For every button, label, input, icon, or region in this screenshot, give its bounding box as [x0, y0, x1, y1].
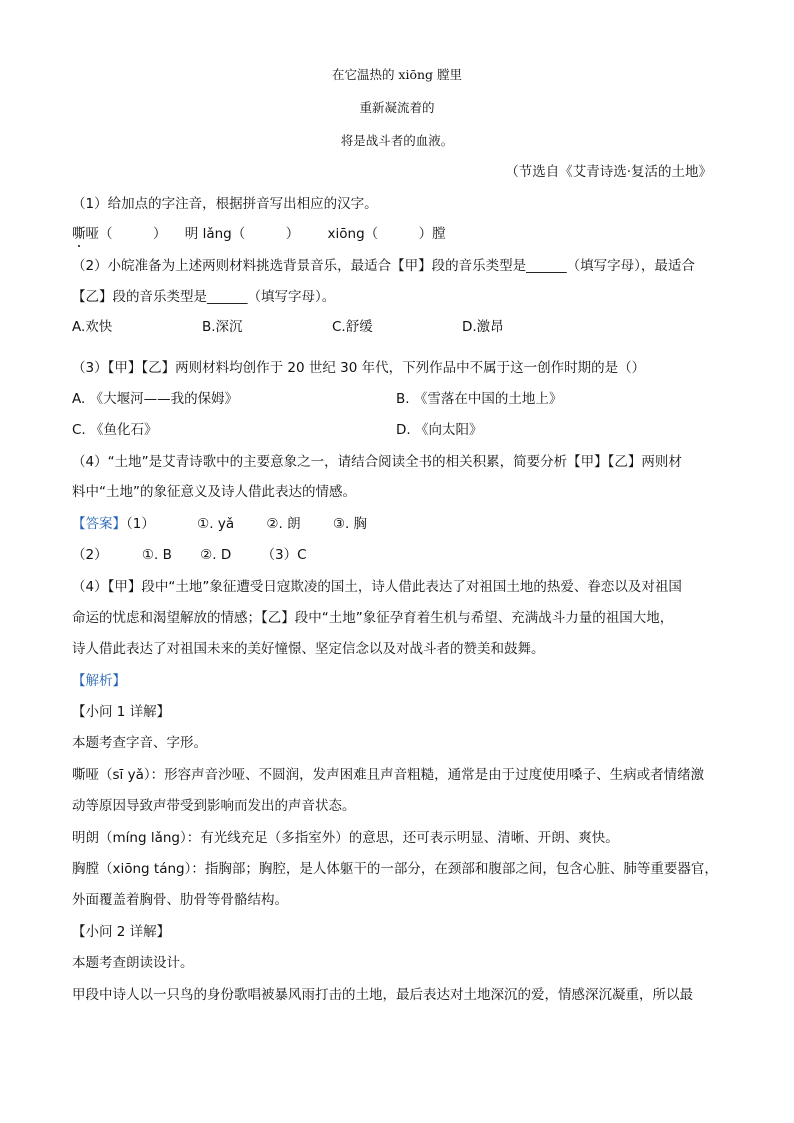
question-1-prompt: （1）给加点的字注音，根据拼音写出相应的汉字。 — [72, 196, 378, 212]
answer-3: （3）C — [261, 547, 307, 563]
answer-label: 【答案】 — [72, 516, 126, 532]
option-d: D. 《向太阳》 — [396, 422, 483, 438]
question-2-options — [72, 317, 504, 337]
answer-4-line-3: 诗人借此表达了对祖国未来的美好憧憬、坚定信念以及对战斗者的赞美和鼓舞。 — [72, 641, 545, 657]
sub-question-1-title: 【小问 1 详解】 — [72, 704, 171, 720]
answer-row-2-num: （2） — [72, 547, 108, 563]
option-d: D.激昂 — [462, 319, 504, 335]
answer-2-a: ①. B — [141, 547, 172, 563]
minglang-explanation: 明朗（míng lǎng）：有光线充足（多指室外）的意思，还可表示明显、清晰、开朗、爽快。 — [72, 830, 619, 846]
sub-question-2-intro: 本题考查朗读设计。 — [72, 955, 194, 971]
option-c: C.舒缓 — [332, 319, 373, 335]
poem-line-3: 将是战斗者的血液。 — [340, 133, 454, 148]
question-1-item-1: 哑（ ） — [85, 226, 167, 242]
question-4-line-2: 料中“土地”的象征意义及诗人借此表达的情感。 — [72, 484, 356, 500]
xiongtang-explanation-line-2: 外面覆盖着胸骨、肋骨等骨骼结构。 — [72, 892, 288, 908]
option-a: A. 《大堰河——我的保姆》 — [72, 391, 239, 407]
question-1-item-3: xiōng（ ）膛 — [327, 226, 446, 242]
dotted-char: 嘶 — [72, 226, 86, 242]
poem-source: （节选自《艾青诗选·复活的土地》 — [505, 164, 712, 180]
siya-explanation-line-2: 动等原因导致声带受到影响而发出的声音状态。 — [72, 798, 356, 814]
answer-1-b: ②. 朗 — [266, 516, 301, 532]
question-3-prompt: （3）【甲】【乙】两则材料均创作于 20 世纪 30 年代，下列作品中不属于这一创作时期的是（） — [72, 360, 646, 376]
poem-line-1: 在它温热的 xiōng 膛里 — [331, 67, 463, 82]
option-c: C. 《鱼化石》 — [72, 422, 158, 438]
sub-question-2-line-1: 甲段中诗人以一只鸟的身份歌唱被暴风雨打击的土地，最后表达对土地深沉的爱，情感深沉凝重，所以最 — [72, 987, 693, 1003]
question-2-line-1: （2）小皖准备为上述两则材料挑选背景音乐，最适合【甲】段的音乐类型是______（填写字母），最适合 — [72, 258, 695, 274]
option-b: B.深沉 — [202, 319, 243, 335]
answer-4-line-2: 命运的忧虑和渴望解放的情感；【乙】段中“土地”象征孕育着生机与希望、充满战斗力量的祖国大地， — [72, 610, 674, 626]
sub-question-2-title: 【小问 2 详解】 — [72, 924, 171, 940]
answer-row-1 — [72, 514, 367, 534]
option-a: A.欢快 — [72, 319, 113, 335]
analysis-label: 【解析】 — [72, 673, 126, 689]
question-2-line-2: 【乙】段的音乐类型是______（填写字母）。 — [72, 289, 336, 305]
question-3-options-row-2 — [72, 420, 482, 440]
siya-explanation-line-1: 嘶哑（sī yǎ）：形容声音沙哑、不圆润，发声困难且声音粗糙，通常是由于过度使用嗓子、生病或者情绪激 — [72, 767, 705, 783]
question-4-line-1: （4）“土地”是艾青诗歌中的主要意象之一，请结合阅读全书的相关积累，简要分析【甲】【乙】两则材 — [72, 454, 682, 470]
answer-4-line-1: （4）【甲】段中“土地”象征遭受日寇欺凌的国土，诗人借此表达了对祖国土地的热爱、眷恋以及对祖国 — [72, 579, 682, 595]
poem-line-2: 重新凝流着的 — [359, 100, 435, 115]
answer-row-2 — [72, 545, 307, 565]
question-3-options-row-1 — [72, 389, 562, 409]
answer-2-b: ②. D — [200, 547, 232, 563]
answer-1-a: ①. yǎ — [197, 516, 235, 532]
xiongtang-explanation-line-1: 胸膛（xiōng táng）：指胸部；胸腔，是人体躯干的一部分，在颈部和腹部之间，包含心脏、肺等重要器官， — [72, 861, 718, 877]
answer-1-c: ③. 胸 — [332, 516, 368, 532]
question-1-item-2: 明 lǎng（ ） — [184, 226, 300, 242]
question-1-items — [72, 224, 446, 244]
answer-row-1-num: （1） — [126, 516, 155, 532]
sub-question-1-intro: 本题考查字音、字形。 — [72, 735, 207, 751]
option-b: B. 《雪落在中国的土地上》 — [396, 391, 563, 407]
